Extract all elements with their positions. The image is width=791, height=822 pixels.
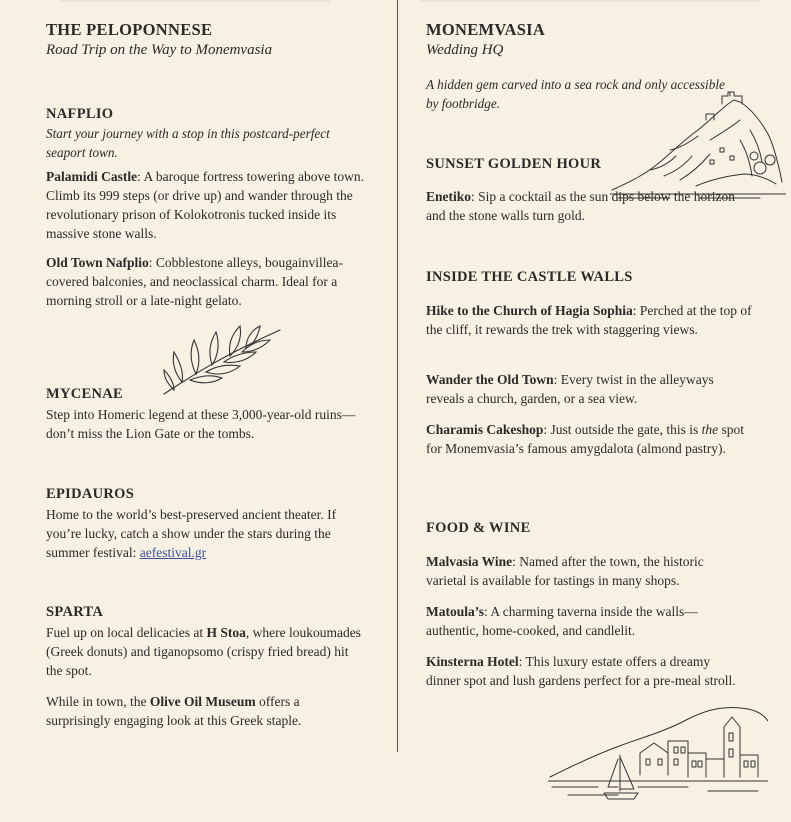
- monemvasia-intro: A hidden gem carved into a sea rock and only accessible by footbridge.: [426, 77, 725, 111]
- top-decoration: [0, 0, 791, 2]
- matoulas-name: Matoula’s: [426, 604, 484, 619]
- sparta-text-2: , where loukoumades (Greek donuts) and tiganopsomo (crispy fried bread) hit the spot.: [46, 625, 361, 678]
- charamis-text-2: spot for Monemvasia’s famous amygdalota (almond pastry).: [426, 422, 745, 456]
- monemvasia-title: MONEMVASIA: [426, 20, 546, 39]
- page-title: THE PELOPONNESE: [46, 20, 213, 39]
- charamis-name: Charamis Cakeshop: [426, 422, 544, 437]
- olive-oil-museum-name: Olive Oil Museum: [149, 694, 256, 709]
- kinsterna-entry: [426, 652, 742, 690]
- festival-link[interactable]: aefestival.gr: [139, 545, 207, 560]
- sparta-text-1: Fuel up on local delicacies at: [46, 625, 207, 640]
- epidauros-entry: [46, 505, 372, 562]
- wander-old-town-entry: [426, 370, 744, 408]
- malvasia-name: Malvasia Wine: [426, 554, 513, 569]
- coastal-village-icon: [548, 703, 768, 805]
- hagia-sophia-name: Hike to the Church of Hagia Sophia: [426, 303, 633, 318]
- palamidi-castle-text: : A baroque fortress towering above town. Climb its 999 steps (or drive up) and wander through the revolutionary prison of Kolokotronis tucked inside its massive stone walls.: [46, 169, 364, 241]
- hagia-sophia-entry: [426, 301, 752, 339]
- matoulas-text: : A charming taverna inside the walls—authentic, home-cooked, and candlelit.: [426, 604, 698, 638]
- palamidi-castle-name: Palamidi Castle: [46, 169, 138, 184]
- olive-oil-museum-entry: [46, 692, 358, 730]
- kinsterna-name: Kinsterna Hotel: [426, 654, 519, 669]
- wander-old-town-text: : Every twist in the alleyways reveals a church, garden, or a sea view.: [426, 372, 714, 406]
- mycenae-text: Step into Homeric legend at these 3,000-year-old ruins—don’t miss the Lion Gate or the tombs.: [46, 407, 356, 441]
- charamis-text-1: : Just outside the gate, this is: [543, 422, 702, 437]
- hagia-sophia-text: : Perched at the top of the cliff, it rewards the trek with staggering views.: [426, 303, 752, 337]
- castle-walls-heading: INSIDE THE CASTLE WALLS: [426, 269, 633, 285]
- old-town-nafplio-text: : Cobblestone alleys, bougainvillea-covered balconies, and neoclassical charm. Ideal for a morning stroll or a late-night gelato.: [46, 255, 344, 308]
- column-divider: [397, 0, 398, 752]
- malvasia-text: : Named after the town, the historic varietal is available for tastings in many shops.: [426, 554, 704, 588]
- enetiko-name: Enetiko: [426, 189, 472, 204]
- enetiko-text: : Sip a cocktail as the sun dips below the horizon and the stone walls turn gold.: [426, 189, 735, 223]
- charamis-entry: [426, 420, 748, 458]
- matoulas-entry: [426, 602, 742, 640]
- old-town-nafplio-name: Old Town Nafplio: [46, 255, 149, 270]
- malvasia-entry: [426, 552, 744, 590]
- charamis-emphasis: the: [701, 422, 719, 437]
- h-stoa-name: H Stoa: [206, 625, 246, 640]
- wander-old-town-name: Wander the Old Town: [426, 372, 554, 387]
- epidauros-text: Home to the world’s best-preserved ancient theater. If you’re lucky, catch a show under the stars during the summer festival:: [46, 507, 337, 560]
- mycenae-heading: MYCENAE: [46, 386, 124, 402]
- page-subtitle: Road Trip on the Way to Monemvasia: [46, 42, 273, 58]
- monemvasia-subtitle: Wedding HQ: [426, 42, 504, 58]
- sparta-heading: SPARTA: [46, 604, 104, 620]
- old-town-nafplio-entry: [46, 253, 368, 310]
- sunset-heading: SUNSET GOLDEN HOUR: [426, 156, 602, 172]
- fortress-rock-icon: [610, 90, 786, 200]
- museum-text-pre: While in town, the: [46, 694, 150, 709]
- olive-branch-icon: [160, 322, 285, 397]
- food-wine-heading: FOOD & WINE: [426, 520, 531, 536]
- nafplio-intro: Start your journey with a stop in this postcard-perfect seaport town.: [46, 126, 330, 160]
- palamidi-castle-entry: [46, 167, 372, 243]
- museum-text-post: offers a surprisingly engaging look at this Greek staple.: [46, 694, 302, 728]
- epidauros-heading: EPIDAUROS: [46, 486, 135, 502]
- nafplio-heading: NAFPLIO: [46, 106, 114, 122]
- kinsterna-text: : This luxury estate offers a dreamy dinner spot and lush gardens perfect for a pre-meal stroll.: [426, 654, 736, 688]
- sparta-entry: [46, 623, 364, 680]
